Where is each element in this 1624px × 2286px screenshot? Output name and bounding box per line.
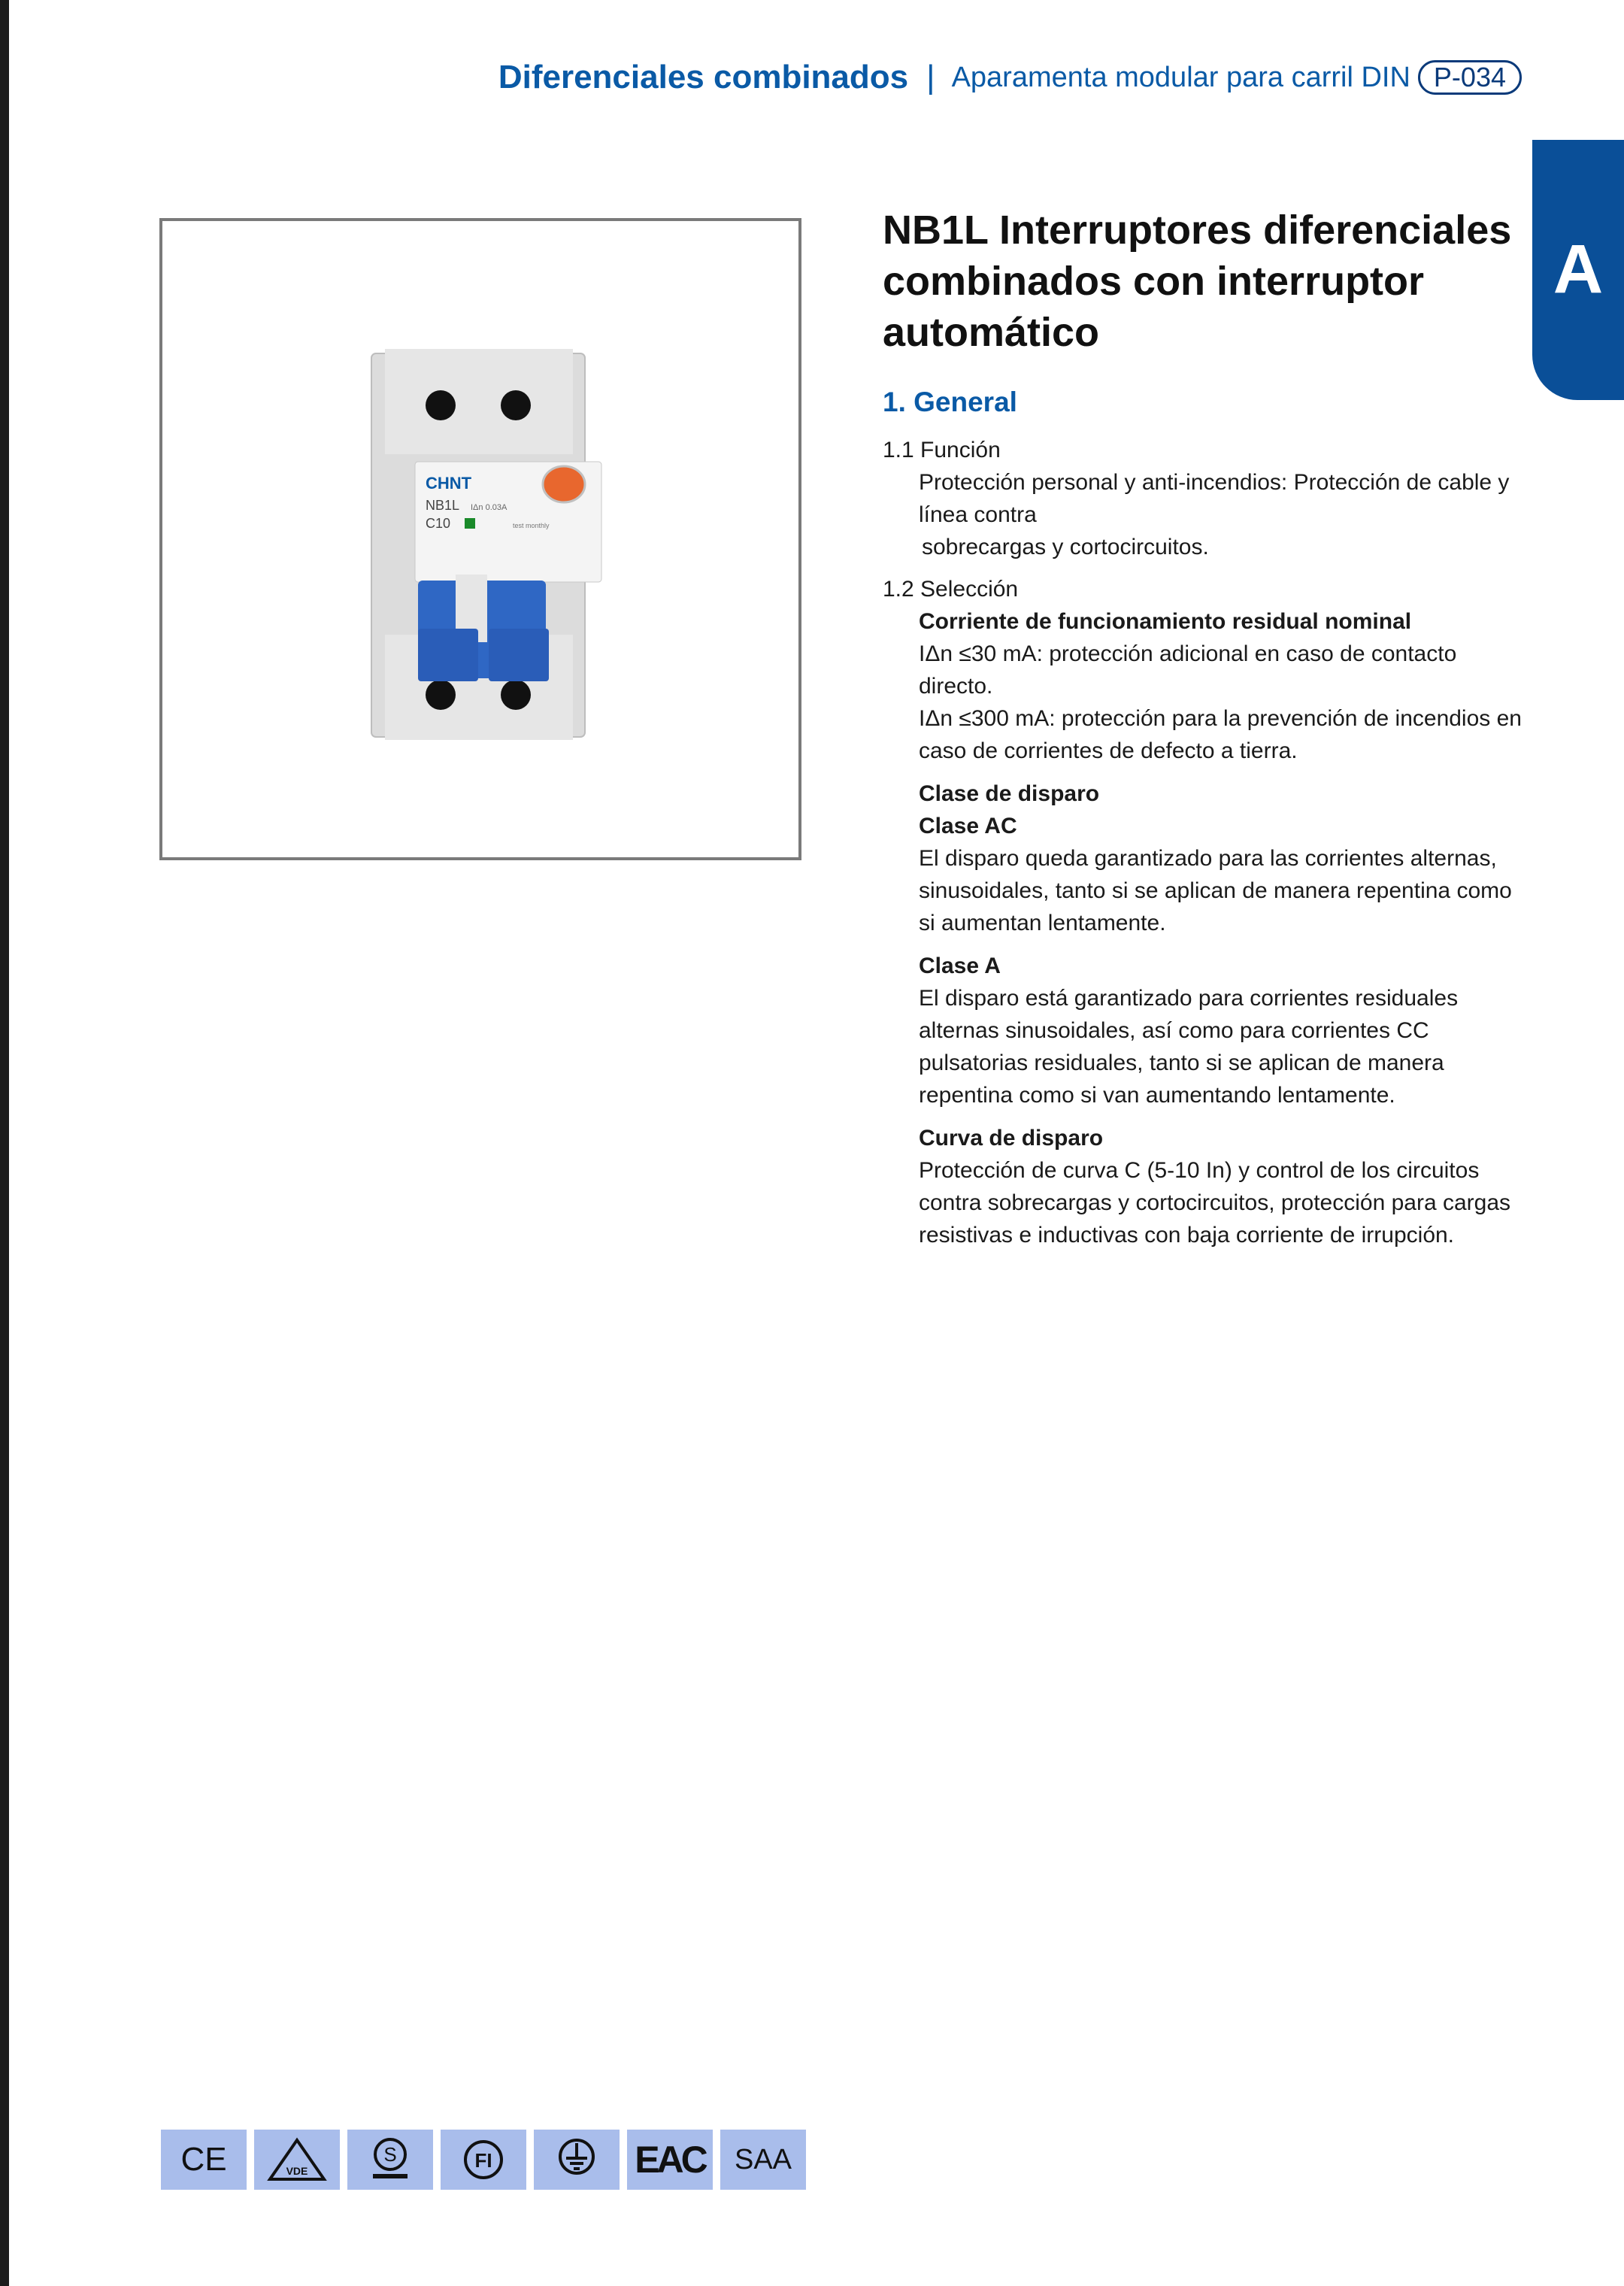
curva-text: Protección de curva C (5-10 In) y control de los circuitos contra sobrecargas y cortocircuitos, protección para cargas resistivas e inductivas con baja corriente de irrupción.: [919, 1158, 1511, 1248]
page-number-badge: P-034: [1418, 60, 1522, 95]
page-left-rule: [0, 0, 9, 2286]
product-residual: IΔn 0.03A: [471, 503, 508, 512]
funcion-label: 1.1 Función: [883, 438, 1001, 462]
saa-mark-label: SAA: [734, 2143, 792, 2175]
funcion-line-2: sobrecargas y cortocircuitos.: [922, 535, 1209, 559]
page-header: [498, 59, 1522, 96]
s-mark-icon: [347, 2130, 433, 2190]
header-separator: |: [926, 59, 935, 96]
header-title: Diferenciales combinados: [498, 59, 909, 96]
curva-heading: Curva de disparo: [919, 1126, 1104, 1151]
terminal-screw-icon: [426, 680, 456, 710]
page-title: NB1L Interruptores diferenciales combinados con interruptor automático: [883, 208, 1512, 355]
eac-mark-icon: [627, 2130, 713, 2190]
corriente-heading: Corriente de funcionamiento residual nominal: [919, 609, 1412, 634]
terminal-screw-icon: [501, 390, 531, 420]
saa-mark-icon: [720, 2130, 806, 2190]
terminal-screw-icon: [426, 390, 456, 420]
clase-ac-text: El disparo queda garantizado para las corrientes alternas, sinusoidales, tanto si se aplican de manera repentina como si aumentan lentamente.: [919, 846, 1512, 935]
product-photo-frame: [159, 218, 801, 860]
test-button-icon: [543, 466, 585, 502]
corriente-30-text: IΔn ≤30 mA: protección adicional en caso de contacto directo.: [919, 641, 1457, 699]
ground-mark-icon: [534, 2130, 620, 2190]
product-rating: C10: [426, 516, 451, 531]
section-tab-letter: A: [1553, 231, 1604, 308]
ce-mark-label: CE: [180, 2141, 227, 2178]
header-subtitle: Aparamenta modular para carril DIN: [951, 61, 1410, 93]
section-tab: [1532, 140, 1624, 400]
clase-disparo-heading: Clase de disparo: [919, 781, 1100, 806]
eac-mark-label: EAC: [635, 2139, 705, 2181]
terminal-screw-icon: [501, 680, 531, 710]
corriente-300-text: IΔn ≤300 mA: protección para la prevención de incendios en caso de corrientes de defecto a tierra.: [919, 706, 1522, 763]
s-mark-label: S: [383, 2143, 397, 2166]
certification-logos: [161, 2130, 806, 2190]
product-model: NB1L: [426, 498, 460, 513]
product-test-label: test monthly: [513, 522, 550, 529]
fi-mark-icon: [441, 2130, 526, 2190]
clase-a-heading: Clase A: [919, 954, 1001, 978]
clase-a-text: El disparo está garantizado para corrientes residuales alternas sinusoidales, así como para corrientes CC pulsatorias residuales, tanto si se aplican de manera repentina como si van aumentando lentamente.: [919, 986, 1459, 1108]
ce-mark-icon: [161, 2130, 247, 2190]
vde-mark-label: VDE: [286, 2165, 308, 2177]
product-brand: CHNT: [426, 474, 472, 493]
vde-mark-icon: [254, 2130, 340, 2190]
product-image: [365, 349, 606, 740]
clase-ac-heading: Clase AC: [919, 814, 1017, 838]
fi-mark-label: FI: [474, 2149, 492, 2172]
seleccion-label: 1.2 Selección: [883, 577, 1019, 602]
funcion-line-1: Protección personal y anti-incendios: Protección de cable y línea contra: [919, 470, 1510, 527]
general-section: [883, 387, 1529, 1251]
general-heading: 1. General: [883, 387, 1017, 417]
